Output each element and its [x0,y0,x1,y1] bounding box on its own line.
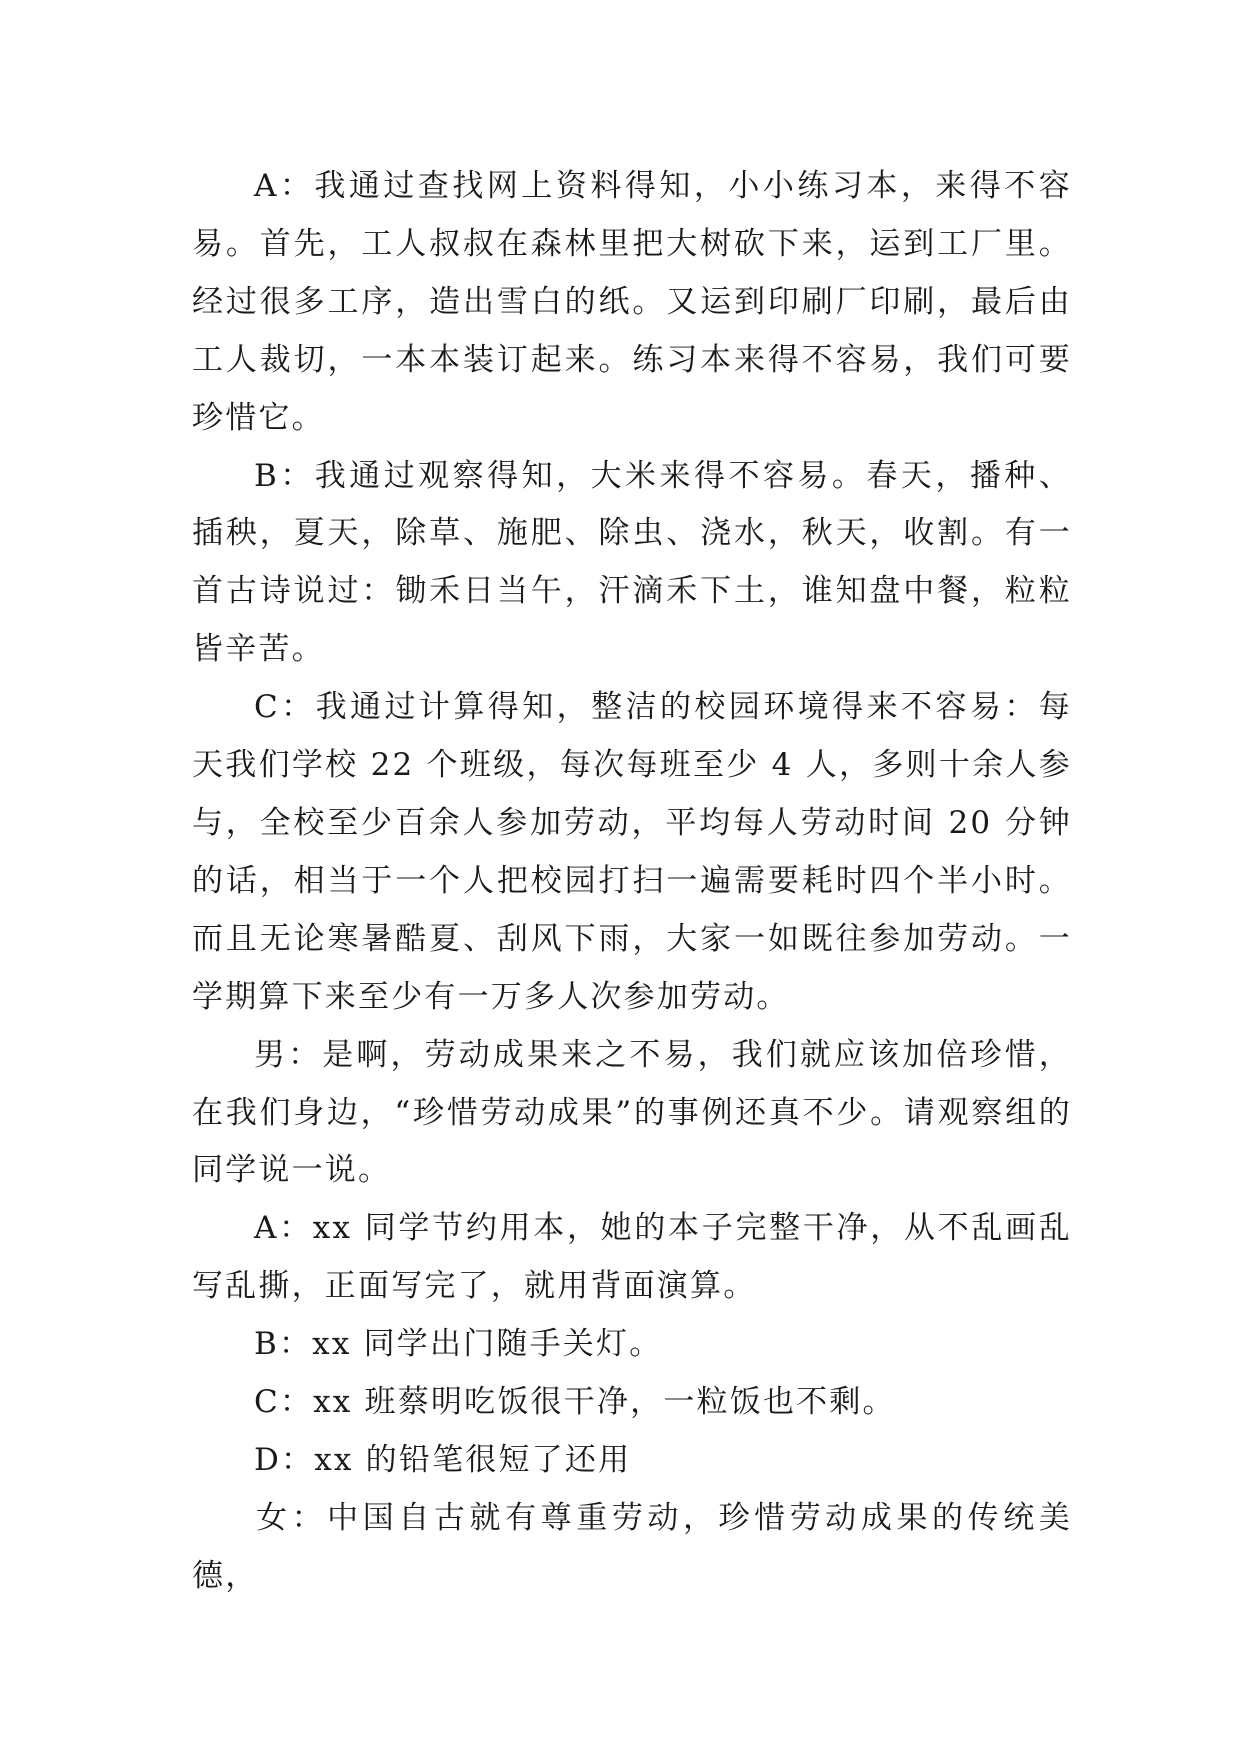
paragraph-b-rice: B：我通过观察得知，大米来得不容易。春天，播种、插秧，夏天，除草、施肥、除虫、浇水，秋天，收割。有一首古诗说过：锄禾日当午，汗滴禾下土，谁知盘中餐，粒粒皆辛苦。 [192,457,1072,668]
paragraph-d-pencil: D：xx 的铅笔很短了还用 [254,1441,632,1478]
paragraph-a-saving-paper: A：xx 同学节约用本，她的本子完整干净，从不乱画乱写乱撕，正面写完了，就用背面演算。 [192,1210,1072,1305]
paragraph-c-campus: C：我通过计算得知，整洁的校园环境得来不容易：每天我们学校 22 个班级，每次每班至少 4 人，多则十余人参与，全校至少百余人参加劳动，平均每人劳动时间 20 分钟的话，相当于一个人把校园打扫一遍需要耗时四个半小时。而且无论寒暑酷夏、刮风下雨，大家一如既往参加劳动。一学期算下来至少有一万多人次参加劳动。 [192,689,1072,1015]
paragraph-female-host: 女：中国自古就有尊重劳动，珍惜劳动成果的传统美德， [192,1499,1072,1594]
paragraph-b-lights: B：xx 同学出门随手关灯。 [254,1326,663,1363]
paragraph-male-host: 男：是啊，劳动成果来之不易，我们就应该加倍珍惜，在我们身边，“珍惜劳动成果”的事例还真不少。请观察组的同学说一说。 [192,1036,1072,1189]
paragraph-a-notebook: A：我通过查找网上资料得知，小小练习本，来得不容易。首先，工人叔叔在森林里把大树砍下来，运到工厂里。经过很多工序，造出雪白的纸。又运到印刷厂印刷，最后由工人裁切，一本本装订起来。练习本来得不容易，我们可要珍惜它。 [192,168,1072,436]
paragraph-c-meal: C：xx 班蔡明吃饭很干净，一粒饭也不剩。 [254,1384,896,1421]
document-body [192,158,1072,1606]
